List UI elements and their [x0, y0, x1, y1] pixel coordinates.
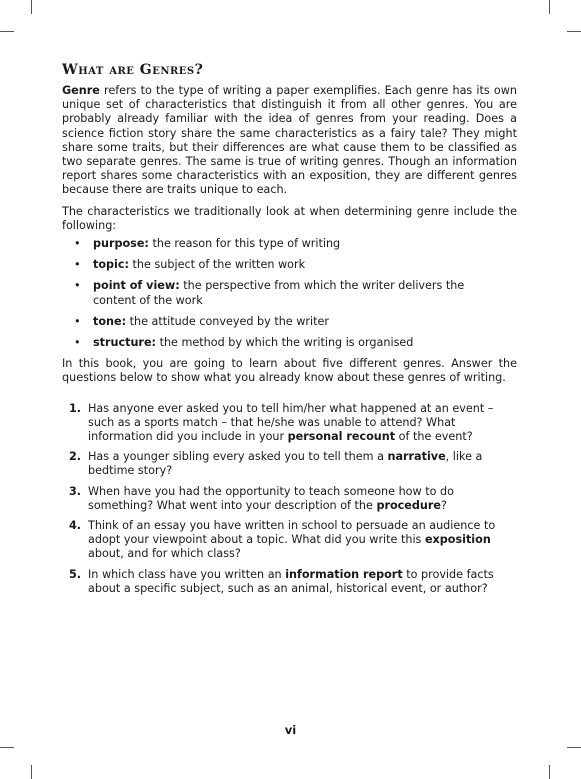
question-number: 4. — [69, 519, 82, 533]
crop-mark — [0, 747, 14, 748]
bullet-icon: • — [74, 237, 81, 251]
question-text: about, and for which class? — [88, 547, 241, 561]
crop-mark — [0, 31, 14, 32]
bullet-icon: • — [74, 258, 81, 272]
question-text: , like a bedtime story? — [88, 450, 483, 478]
crop-mark — [549, 765, 550, 779]
item-desc: the subject of the written work — [128, 258, 306, 272]
genre-term: procedure — [376, 498, 441, 512]
question-item — [62, 402, 517, 445]
section-heading: What are Genres? — [62, 62, 204, 78]
question-number: 5. — [69, 567, 82, 581]
intro-paragraph — [62, 84, 517, 198]
crop-mark — [31, 765, 32, 779]
list-item — [62, 336, 517, 350]
item-desc: the perspective from which the writer delivers the content of the work — [93, 279, 465, 307]
list-item — [62, 258, 517, 272]
item-term: tone: — [93, 314, 127, 328]
bullet-icon: • — [74, 279, 81, 293]
item-desc: the method by which the writing is organised — [156, 336, 414, 350]
crop-mark — [549, 0, 550, 14]
item-desc: the attitude conveyed by the writer — [126, 314, 329, 328]
question-number: 3. — [69, 484, 82, 498]
question-text: Has a younger sibling every asked you to tell them a — [88, 450, 388, 464]
crop-mark — [31, 0, 32, 14]
intro-text: refers to the type of writing a paper exemplifies. Each genre has its own unique set of characteristics that distinguish it from all other genres. You are probably already familiar with the idea of genres from your reading. Does a science fiction story share the same characteristics as a fairy tale? They might share some traits, but their differences are what cause them to be classified as two separate genres. The same is true of writing genres. Though an information report shares some characteristics with an exposition, they are different genres because there are traits unique to each. — [62, 84, 517, 197]
characteristics-list — [62, 237, 517, 350]
page-number: vi — [284, 723, 297, 737]
question-item — [62, 450, 517, 478]
question-text: of the event? — [395, 430, 473, 444]
crop-mark — [567, 31, 581, 32]
question-item — [62, 485, 517, 513]
question-text: ? — [440, 498, 447, 512]
item-term: structure: — [93, 336, 157, 350]
item-desc: the reason for this type of writing — [148, 237, 341, 251]
genre-term: personal recount — [287, 430, 396, 444]
question-text: Has anyone ever asked you to tell him/her what happened at an event – such as a sports match – that he/she was unable to attend? What information did you include in your — [88, 401, 494, 444]
genre-term: information report — [285, 567, 403, 581]
list-item — [62, 315, 517, 329]
genre-term: exposition — [424, 533, 491, 547]
list-item — [62, 279, 517, 307]
crop-mark — [567, 747, 581, 748]
question-text: In which class have you written an — [88, 567, 286, 581]
bullet-icon: • — [74, 336, 81, 350]
question-item — [62, 519, 517, 562]
characteristics-intro: The characteristics we traditionally look at when determining genre include the following: — [62, 204, 517, 232]
question-number: 1. — [69, 401, 82, 415]
genre-term: narrative — [387, 450, 446, 464]
question-item — [62, 568, 517, 596]
genre-term: Genre — [62, 84, 100, 97]
question-text: to provide facts about a specific subject, such as an animal, historical event, or author? — [88, 567, 494, 595]
item-term: topic: — [93, 258, 129, 272]
item-term: point of view: — [93, 279, 180, 293]
bullet-icon: • — [74, 314, 81, 328]
list-item — [62, 237, 517, 251]
questions-list — [62, 402, 517, 596]
question-number: 2. — [69, 450, 82, 464]
page-content — [62, 62, 517, 602]
item-term: purpose: — [93, 237, 149, 251]
questions-intro: In this book, you are going to learn about five different genres. Answer the questions below to show what you already know about these genres of writing. — [62, 357, 517, 385]
question-text: Think of an essay you have written in school to persuade an audience to adopt your viewpoint about a topic. What did you write this — [88, 519, 496, 547]
question-text: When have you had the opportunity to teach someone how to do something? What went into your description of the — [88, 484, 454, 512]
